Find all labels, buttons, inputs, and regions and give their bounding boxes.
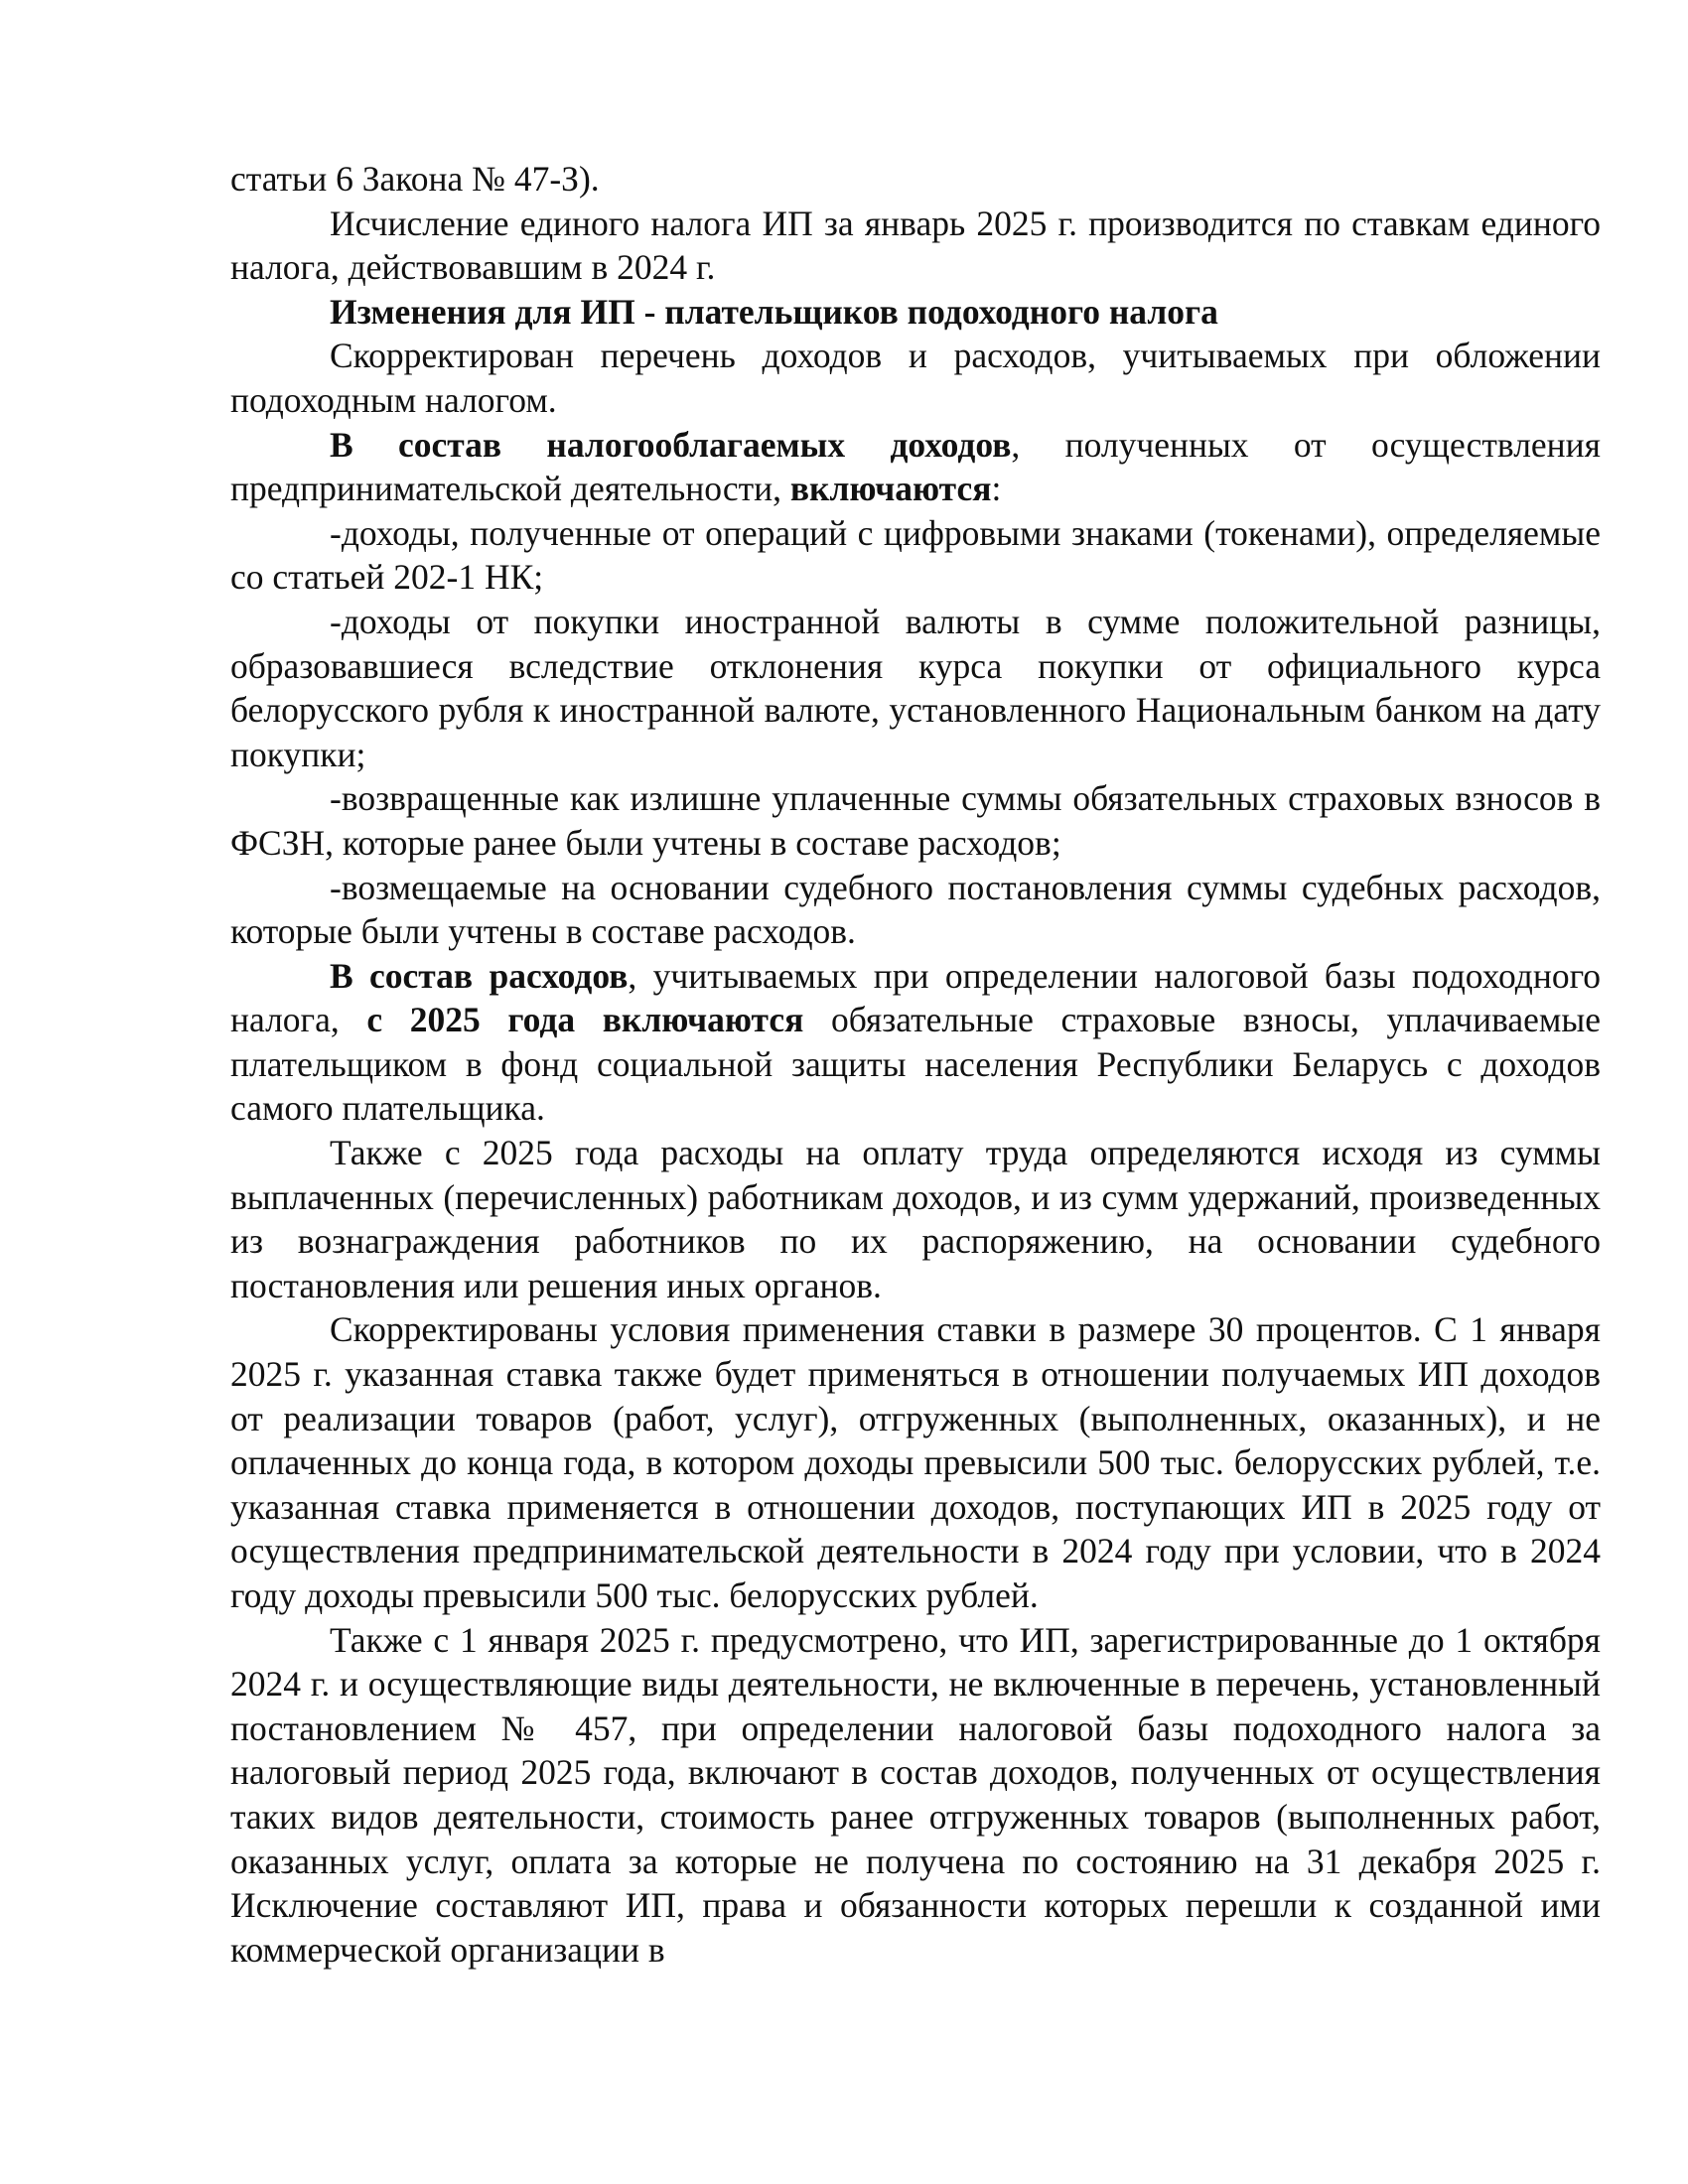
paragraph-30-percent-rate: Скорректированы условия применения ставки в размере 30 процентов. С 1 января 2025 г. указанная ставка также будет применяться в отношении получаемых ИП доходов от реализации товаров (работ, услуг), отгруженных (выполненных, оказанных), и не оплаченных до конца года, в котором доходы превысили 500 тыс. белорусских рублей, т.е. указанная ставка применяется в отношении доходов, поступающих ИП в 2025 году от осуществления предпринимательской деятельности в 2024 году при условии, что в 2024 году доходы превысили 500 тыс. белорусских рублей. [230, 1309, 1601, 1615]
text-run: , полученных от осуществления предпринимательской деятельности, [230, 424, 1602, 509]
paragraph-continuation: статьи 6 Закона № 47-З). [230, 159, 600, 199]
bold-phrase: В состав налогооблагаемых доходов [330, 424, 1012, 465]
bold-phrase: В состав расходов [330, 955, 629, 996]
paragraph-expenses [230, 954, 1601, 1131]
list-item-tokens: -доходы, полученные от операций с цифровыми знаками (токенами), определяемые со статьей 202-1 НК; [230, 512, 1601, 598]
paragraph-list-adjusted: Скорректирован перечень доходов и расходов, учитываемых при обложении подоходным налогом. [230, 336, 1601, 420]
text-run: , учитываемых при определении налоговой базы подоходного налога, [230, 955, 1601, 1040]
bold-phrase: с 2025 года включаются [366, 1000, 804, 1040]
bold-phrase: включаются [789, 469, 992, 509]
paragraph-taxable-income [230, 423, 1601, 511]
document-page [230, 157, 1601, 1972]
list-item-currency: -доходы от покупки иностранной валюты в сумме положительной разницы, образовавшиеся вследствие отклонения курса покупки от официального курса белорусского рубля к иностранной валюте, установленного Национальным банком на дату покупки; [230, 601, 1601, 774]
paragraph-registered-before-october: Также с 1 января 2025 г. предусмотрено, что ИП, зарегистрированные до 1 октября 2024 г. и осуществляющие виды деятельности, не включенные в перечень, установленный постановлением № 457, при определении налоговой базы подоходного налога за налоговый период 2025 года, включают в состав доходов, полученных от осуществления таких видов деятельности, стоимость ранее отгруженных товаров (выполненных работ, оказанных услуг, оплата за которые не получена по состоянию на 31 декабря 2025 г. Исключение составляют ИП, права и обязанности которых перешли к созданной ими коммерческой организации в [230, 1619, 1601, 1970]
section-heading: Изменения для ИП - плательщиков подоходного налога [330, 291, 1218, 332]
text-run: обязательные страховые взносы, уплачиваемые плательщиком в фонд социальной защиты населения Республики Беларусь с доходов самого плательщика. [230, 1000, 1601, 1129]
text-run: : [991, 469, 1002, 509]
paragraph-labor-costs: Также с 2025 года расходы на оплату труда определяются исходя из суммы выплаченных (перечисленных) работникам доходов, и из сумм удержаний, произведенных из вознаграждения работников по их распоряжению, на основании судебного постановления или решения иных органов. [230, 1133, 1601, 1305]
paragraph-single-tax-january: Исчисление единого налога ИП за январь 2025 г. производится по ставкам единого налога, действовавшим в 2024 г. [230, 203, 1601, 288]
list-item-fszn: -возвращенные как излишне уплаченные суммы обязательных страховых взносов в ФСЗН, которые ранее были учтены в составе расходов; [230, 778, 1601, 863]
list-item-court-costs: -возмещаемые на основании судебного постановления суммы судебных расходов, которые были учтены в составе расходов. [230, 867, 1601, 952]
